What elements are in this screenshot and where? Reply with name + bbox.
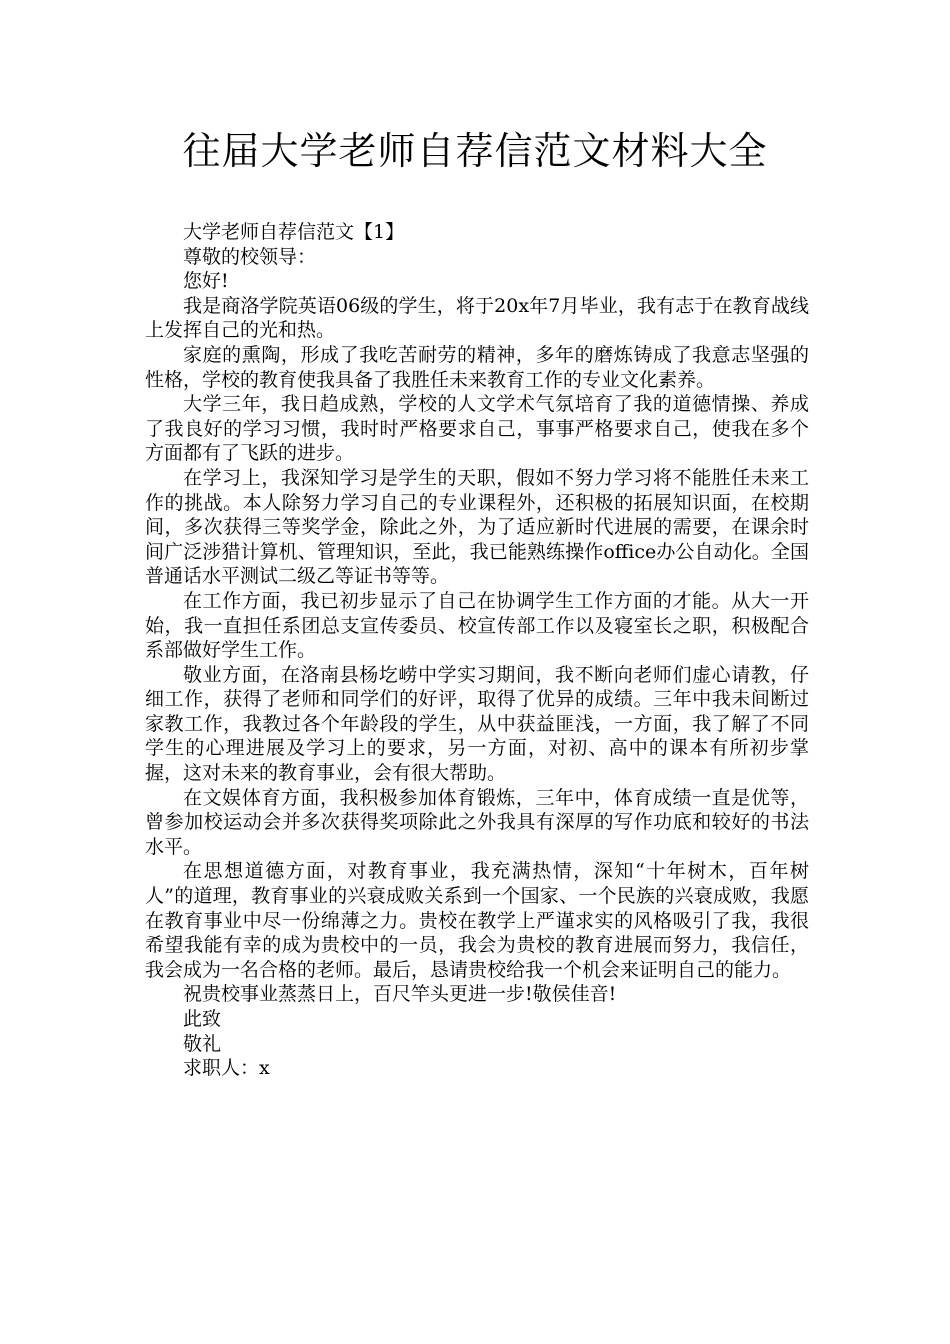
paragraph-study: 在学习上，我深知学习是学生的天职，假如不努力学习将不能胜任未来工作的挑战。本人除努力学习自己的专业课程外，还积极的拓展知识面，在校期间，多次获得三等奖学金，除此之外，为了适应新时代进展的需要，在课余时间广泛涉猎计算机、管理知识，至此，我已能熟练操作office办公自动化。全国普通话水平测试二级乙等证书等等。 xyxy=(145,466,809,588)
paragraph-dedication: 敬业方面，在洛南县杨圪崂中学实习期间，我不断向老师们虚心请教，仔细工作，获得了老师和同学们的好评，取得了优异的成绩。三年中我未间断过家教工作，我教过各个年龄段的学生，从中获益匪浅，一方面，我了解了不同学生的心理进展及学习上的要求，另一方面，对初、高中的课本有所初步掌握，这对未来的教育事业，会有很大帮助。 xyxy=(145,663,809,785)
closing-zhici: 此致 xyxy=(183,1008,222,1030)
paragraph-morality: 在思想道德方面，对教育事业，我充满热情，深知“十年树木，百年树人”的道理，教育事业的兴衰成败关系到一个国家、一个民族的兴衰成败，我愿在教育事业中尽一份绵薄之力。贵校在教学上严谨求实的风格吸引了我，我很希望我能有幸的成为贵校中的一员，我会为贵校的教育进展而努力，我信任，我会成为一名合格的老师。最后，恳请贵校给我一个机会来证明自己的能力。 xyxy=(145,860,809,981)
document-body xyxy=(145,220,809,1081)
heading-line: 大学老师自荐信范文【1】 xyxy=(183,221,405,243)
paragraph-university: 大学三年，我日趋成熟，学校的人文学术气氛培育了我的道德情操、养成了我良好的学习习惯，我时时严格要求自己，事事严格要求自己，使我在多个方面都有了飞跃的进步。 xyxy=(145,393,809,465)
document-title: 往届大学老师自荐信范文材料大全 xyxy=(182,129,768,173)
signature-line: 求职人：x xyxy=(183,1057,270,1080)
closing-wish: 祝贵校事业蒸蒸日上，百尺竿头更进一步!敬侯佳音! xyxy=(183,983,617,1006)
greeting: 您好! xyxy=(183,270,229,293)
closing-jingli: 敬礼 xyxy=(183,1032,222,1055)
paragraph-family: 家庭的熏陶，形成了我吃苦耐劳的精神，多年的磨炼铸成了我意志坚强的性格，学校的教育使我具备了我胜任未来教育工作的专业文化素养。 xyxy=(145,343,809,391)
paragraph-work: 在工作方面，我已初步显示了自己在协调学生工作方面的才能。从大一开始，我一直担任系团总支宣传委员、校宣传部工作以及寝室长之职，积极配合系部做好学生工作。 xyxy=(145,589,809,662)
paragraph-sports: 在文娱体育方面，我积极参加体育锻炼，三年中，体育成绩一直是优等，曾参加校运动会并多次获得奖项除此之外我具有深厚的写作功底和较好的书法水平。 xyxy=(145,786,809,858)
salutation: 尊敬的校领导： xyxy=(183,245,317,268)
paragraph-intro: 我是商洛学院英语06级的学生，将于20x年7月毕业，我有志于在教育战线上发挥自己的光和热。 xyxy=(145,294,809,342)
